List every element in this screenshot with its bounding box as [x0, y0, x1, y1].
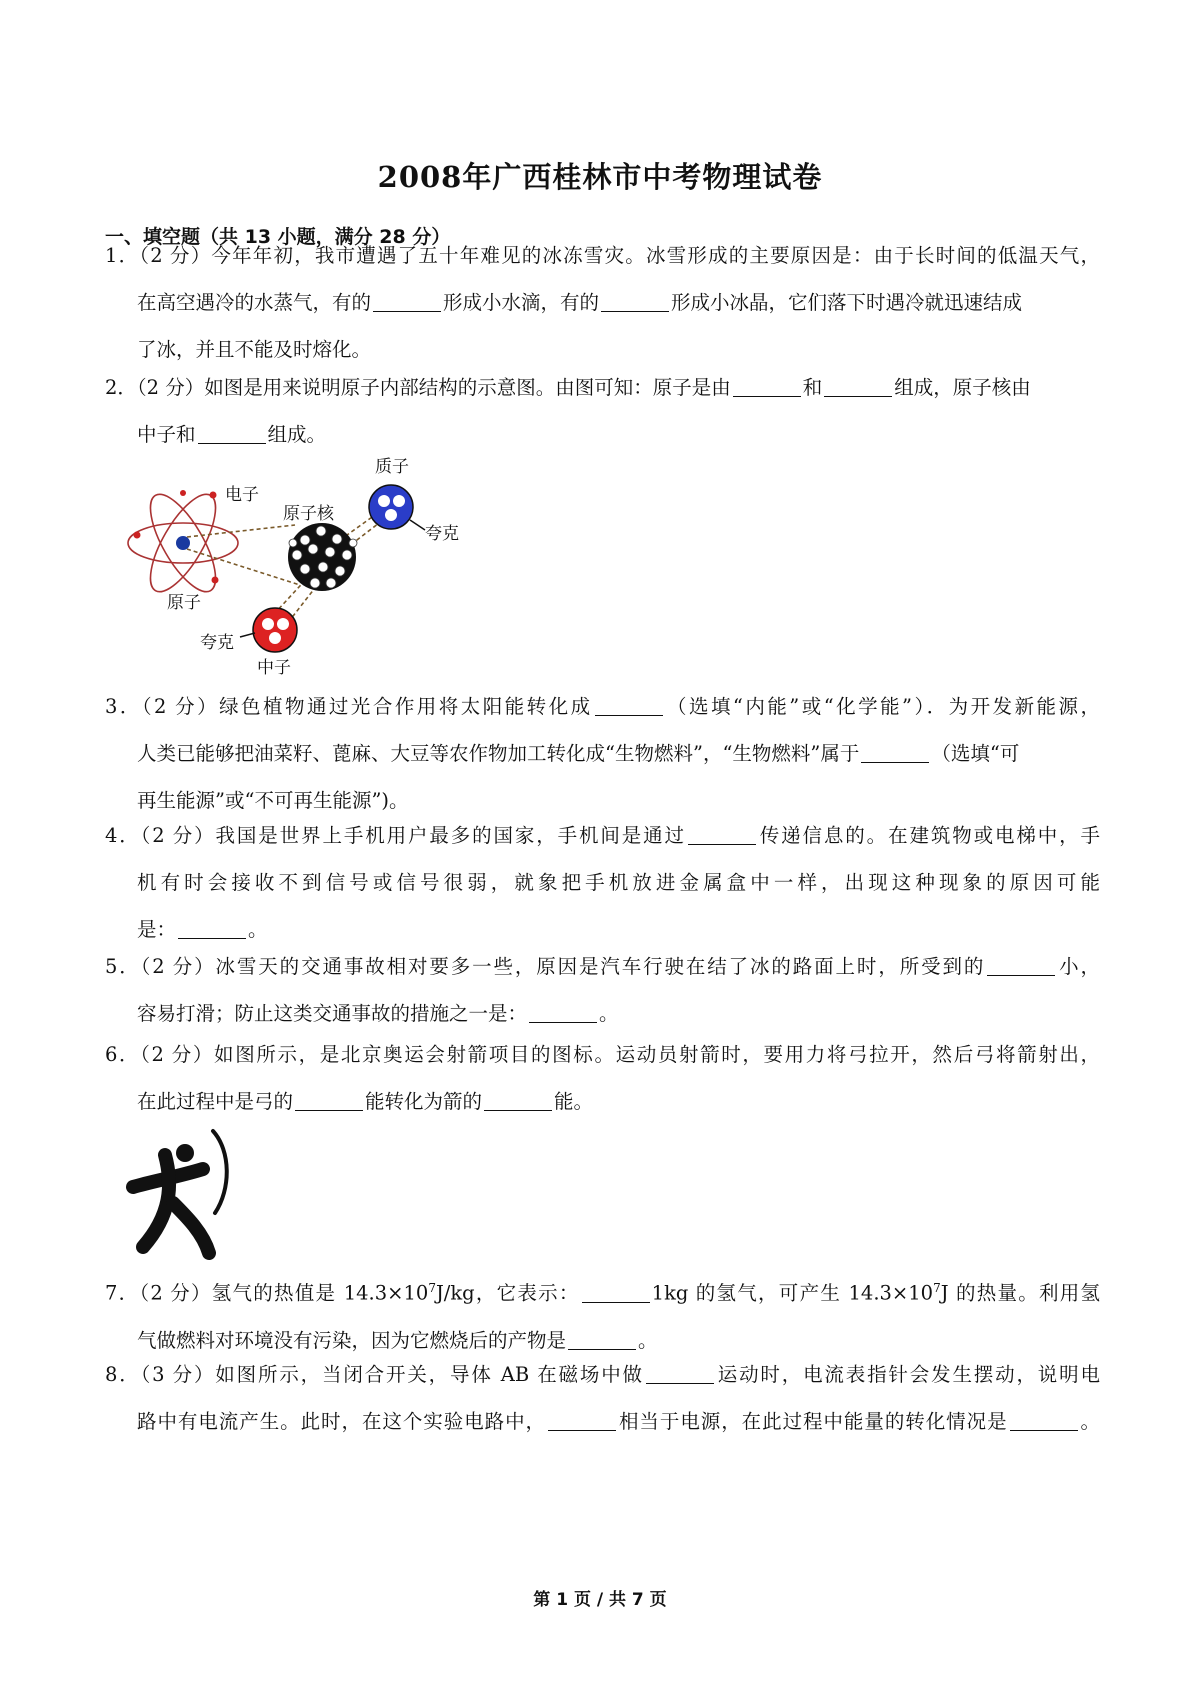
answer-blank[interactable] — [198, 423, 266, 444]
answer-blank[interactable] — [373, 291, 441, 312]
q7-exponent-2: 7 — [933, 1281, 941, 1295]
answer-blank[interactable] — [861, 742, 929, 763]
q2-text-1a: （2 分）如图是用来说明原子内部结构的示意图。由图可知：原子是由 — [136, 376, 731, 399]
q5-text-1a: （2 分）冰雪天的交通事故相对要多一些，原因是汽车行驶在结了冰的路面上时，所受到的 — [140, 955, 986, 978]
answer-blank[interactable] — [1010, 1410, 1078, 1431]
q3-text-3: 再生能源”或“不可再生能源”)。 — [137, 789, 409, 812]
answer-blank[interactable] — [824, 376, 892, 397]
q8-text-2c: 。 — [1079, 1410, 1100, 1433]
answer-blank[interactable] — [582, 1281, 650, 1302]
quark-pointer — [410, 520, 425, 530]
answer-blank[interactable] — [295, 1090, 363, 1111]
electron-dot — [212, 577, 219, 584]
q7-text-1c: 1kg 的氢气，可产生 14.3×10 — [651, 1281, 934, 1305]
q4-text-3b: 。 — [248, 918, 268, 941]
label-nucleus: 原子核 — [283, 504, 334, 524]
q7-exponent-1: 7 — [428, 1281, 436, 1295]
q6-text-2b: 能转化为箭的 — [365, 1090, 483, 1113]
question-1 — [105, 232, 1100, 373]
atom-structure-diagram — [125, 455, 485, 685]
q4-line-1 — [105, 812, 1100, 859]
q1-text-2b: 形成小水滴，有的 — [443, 291, 600, 314]
q7-text-2b: 。 — [638, 1328, 658, 1352]
q2-text-2b: 组成。 — [267, 423, 327, 446]
q4-number: 4． — [105, 824, 141, 847]
answer-blank[interactable] — [733, 376, 801, 397]
q6-line-2 — [105, 1078, 1100, 1125]
answer-blank[interactable] — [646, 1363, 714, 1384]
archery-leg-stroke — [173, 1203, 209, 1253]
q5-text-1b: 小， — [1057, 955, 1100, 978]
label-electron: 电子 — [225, 485, 259, 505]
q3-line-2 — [105, 730, 1100, 777]
label-proton: 质子 — [375, 457, 409, 477]
q4-text-3a: 是： — [137, 918, 177, 941]
q1-number: 1． — [105, 244, 140, 267]
electron-dot — [134, 532, 141, 539]
question-5 — [105, 943, 1100, 1037]
q4-text-2: 机有时会接收不到信号或信号很弱，就象把手机放进金属盒中一样，出现这种现象的原因可能 — [137, 871, 1100, 894]
q7-text-1b: J/kg，它表示： — [435, 1281, 580, 1305]
question-2 — [105, 364, 1100, 458]
answer-blank[interactable] — [568, 1328, 636, 1349]
answer-blank[interactable] — [484, 1090, 552, 1111]
q2-line-2 — [105, 411, 1100, 458]
q1-text-1: （2 分）今年年初，我市遭遇了五十年难见的冰冻雪灾。冰雪形成的主要原因是：由于长时间的低温天气， — [139, 244, 1100, 267]
nucleus-cluster — [288, 523, 357, 591]
archery-head — [176, 1144, 194, 1162]
answer-blank[interactable] — [688, 824, 756, 845]
answer-blank[interactable] — [178, 918, 246, 939]
q2-text-1b: 和 — [802, 376, 823, 399]
q5-line-2 — [105, 990, 1100, 1037]
q3-text-2a: 人类已能够把油菜籽、蓖麻、大豆等农作物加工转化成“生物燃料”，“生物燃料”属于 — [137, 742, 860, 765]
label-quark-top: 夸克 — [425, 524, 459, 544]
q7-text-2a: 气做燃料对环境没有污染，因为它燃烧后的产物是 — [137, 1328, 567, 1352]
q3-number: 3． — [105, 695, 142, 718]
q6-text-1: （2 分）如图所示，是北京奥运会射箭项目的图标。运动员射箭时，要用力将弓拉开，然后弓将箭射出， — [140, 1043, 1100, 1066]
answer-blank[interactable] — [595, 695, 663, 716]
answer-blank[interactable] — [987, 955, 1055, 976]
q4-text-1b: 传递信息的。在建筑物或电梯中，手 — [757, 824, 1100, 847]
q1-text-2c: 形成小冰晶，它们落下时遇冷就迅速结成 — [671, 291, 1023, 314]
q8-line-1 — [105, 1351, 1100, 1398]
electron-dot — [210, 492, 217, 499]
q6-number: 6． — [105, 1043, 141, 1066]
q5-text-2a: 容易打滑；防止这类交通事故的措施之一是： — [137, 1002, 528, 1025]
q6-text-2a: 在此过程中是弓的 — [137, 1090, 294, 1113]
q5-text-2b: 。 — [599, 1002, 619, 1025]
electron-dot — [180, 490, 186, 496]
q1-line-1 — [105, 232, 1100, 279]
q7-line-1 — [105, 1265, 1100, 1317]
section-heading: 一、填空题（共 13 小题，满分 28 分） — [105, 226, 451, 248]
q1-text-3: 了冰，并且不能及时熔化。 — [137, 338, 372, 361]
archery-bow — [213, 1131, 227, 1213]
question-8 — [105, 1351, 1100, 1445]
question-7 — [105, 1265, 1100, 1364]
q1-line-2 — [105, 279, 1100, 326]
question-3 — [105, 683, 1100, 824]
proton-circle — [369, 485, 413, 529]
q1-text-2a: 在高空遇冷的水蒸气，有的 — [137, 291, 372, 314]
question-6 — [105, 1031, 1100, 1125]
q3-text-1b: （选填“内能”或“化学能”）．为开发新能源， — [664, 695, 1100, 718]
answer-blank[interactable] — [601, 291, 669, 312]
q4-text-1a: （2 分）我国是世界上手机用户最多的国家，手机间是通过 — [140, 824, 686, 847]
archery-pictogram-image — [125, 1125, 245, 1265]
q8-line-2 — [105, 1398, 1100, 1445]
question-4 — [105, 812, 1100, 953]
q8-text-1b: 运动时，电流表指针会发生摆动，说明电 — [715, 1363, 1100, 1386]
q2-line-1 — [105, 364, 1100, 411]
atom-nucleus-dot — [176, 536, 190, 550]
q3-text-1a: （2 分）绿色植物通过光合作用将太阳能转化成 — [141, 695, 593, 718]
q8-text-1a: （3 分）如图所示，当闭合开关，导体 AB 在磁场中做 — [140, 1363, 644, 1386]
label-quark-bottom: 夸克 — [200, 633, 234, 653]
q3-line-1 — [105, 683, 1100, 730]
q3-text-2b: （选填“可 — [931, 742, 1020, 765]
q2-number: 2． — [105, 376, 137, 399]
q6-text-2c: 能。 — [554, 1090, 594, 1113]
q8-text-2a: 路中有电流产生。此时，在这个实验电路中， — [137, 1410, 547, 1433]
q8-text-2b: 相当于电源，在此过程中能量的转化情况是 — [618, 1410, 1008, 1433]
neutron-circle — [253, 608, 297, 652]
page-footer: 第 1 页 / 共 7 页 — [533, 1590, 667, 1610]
q7-number: 7． — [105, 1281, 140, 1305]
page-title: 2008年广西桂林市中考物理试卷 — [377, 160, 823, 194]
q7-text-1a: （2 分）氢气的热值是 14.3×10 — [139, 1281, 429, 1305]
q5-number: 5． — [105, 955, 141, 978]
q4-line-2 — [105, 859, 1100, 906]
q8-number: 8． — [105, 1363, 141, 1386]
archery-body-stroke — [143, 1155, 169, 1247]
label-atom: 原子 — [167, 593, 201, 613]
quark-pointer — [240, 633, 255, 637]
q5-line-1 — [105, 943, 1100, 990]
q2-text-1c: 组成，原子核由 — [894, 376, 1031, 399]
q7-text-1d: J 的热量。利用氢 — [940, 1281, 1101, 1305]
q6-line-1 — [105, 1031, 1100, 1078]
q2-text-2a: 中子和 — [137, 423, 196, 446]
answer-blank[interactable] — [548, 1410, 616, 1431]
answer-blank[interactable] — [529, 1002, 597, 1023]
label-neutron: 中子 — [257, 658, 291, 678]
